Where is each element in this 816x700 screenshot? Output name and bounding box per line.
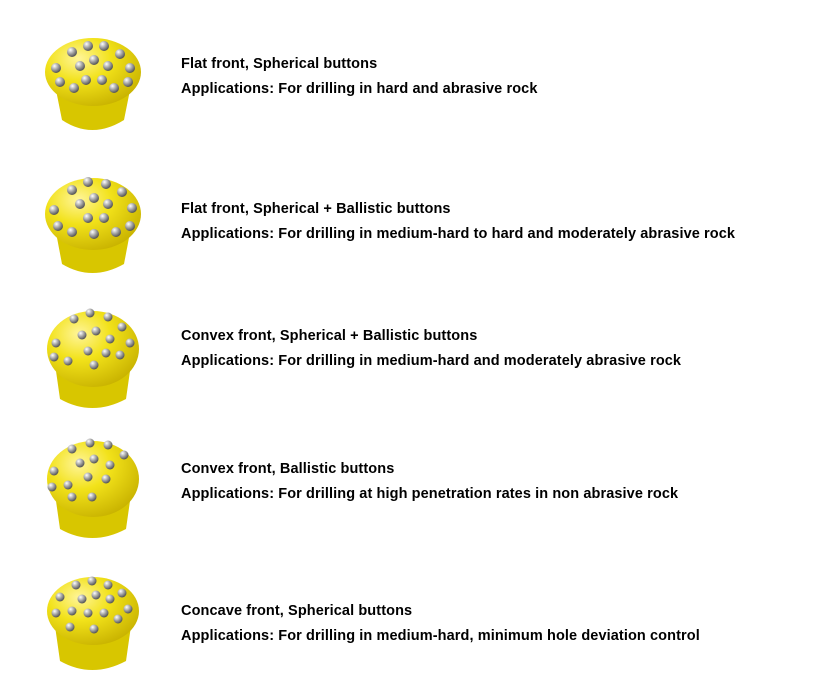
bit-title: Flat front, Spherical buttons	[181, 56, 378, 72]
bit-description-1	[181, 52, 538, 102]
bit-description-2	[181, 197, 735, 247]
concave-spherical-bit-icon	[32, 565, 152, 685]
bit-title: Flat front, Spherical + Ballistic buttons	[181, 201, 451, 217]
bit-description-5	[181, 599, 700, 649]
bit-description-4	[181, 457, 678, 507]
bit-applications: Applications: For drilling in hard and abrasive rock	[181, 81, 538, 97]
bit-title: Convex front, Ballistic buttons	[181, 461, 395, 477]
convex-spherical-ballistic-bit-icon	[32, 295, 152, 415]
bit-title: Convex front, Spherical + Ballistic buttons	[181, 328, 478, 344]
convex-ballistic-bit-icon	[32, 425, 152, 545]
bit-applications: Applications: For drilling in medium-hard and moderately abrasive rock	[181, 353, 682, 369]
bit-description-3	[181, 324, 681, 374]
bit-applications: Applications: For drilling at high penetration rates in non abrasive rock	[181, 486, 679, 502]
bit-applications: Applications: For drilling in medium-hard to hard and moderately abrasive rock	[181, 226, 736, 242]
bit-applications: Applications: For drilling in medium-hard, minimum hole deviation control	[181, 628, 700, 644]
flat-spherical-ballistic-bit-icon	[32, 160, 152, 280]
bit-title: Concave front, Spherical buttons	[181, 603, 413, 619]
flat-spherical-bit-icon	[32, 20, 152, 140]
